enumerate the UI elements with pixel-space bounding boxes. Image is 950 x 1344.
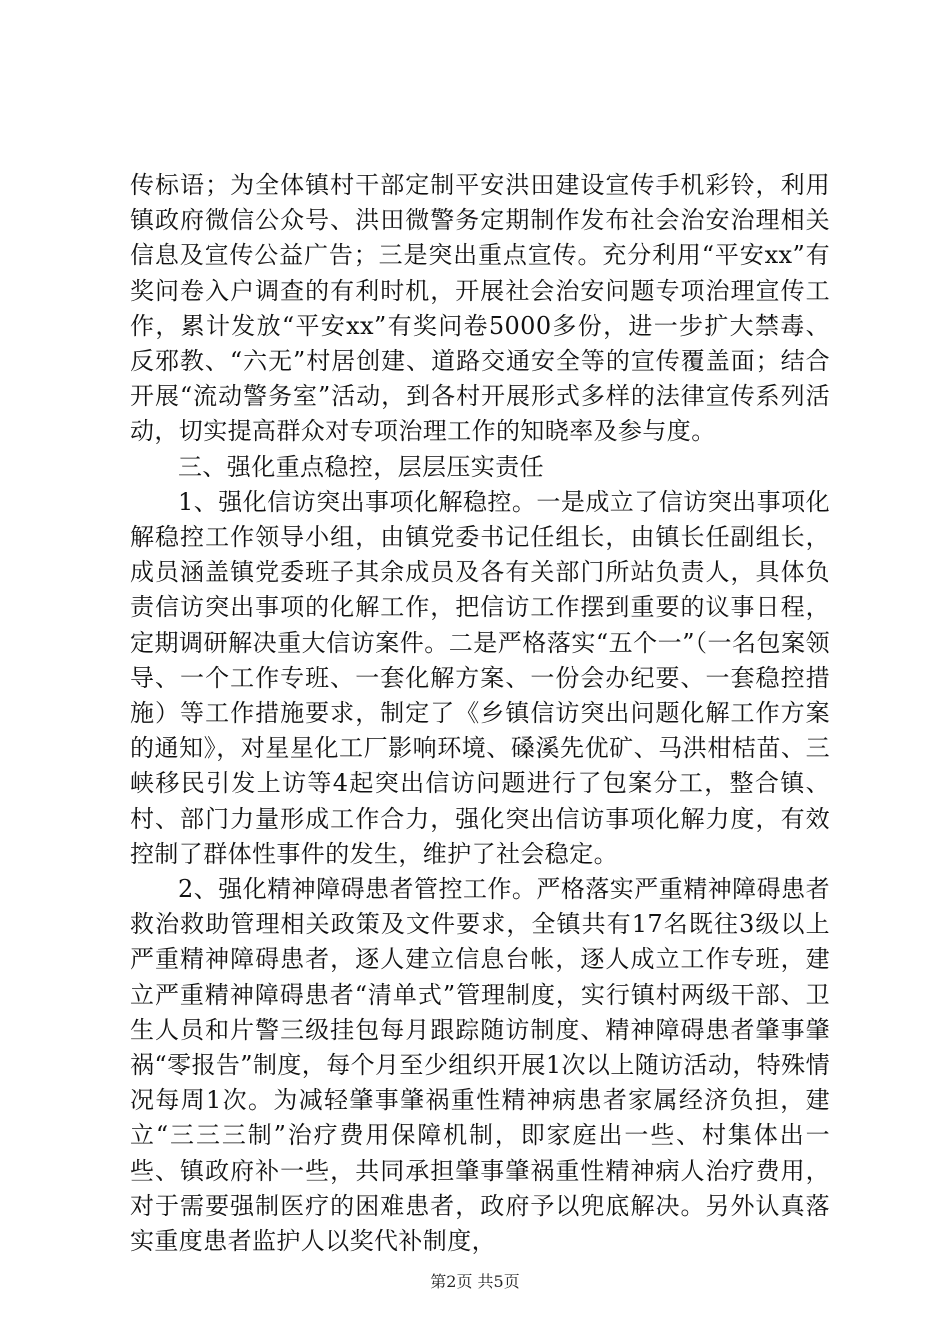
paragraph-petition-control: 1、强化信访突出事项化解稳控。一是成立了信访突出事项化解稳控工作领导小组，由镇党委书记任组长，由镇长任副组长，成员涵盖镇党委班子其余成员及各有关部门所站负责人，具体负责信访突出事项的化解工作，把信访工作摆到重要的议事日程，定期调研解决重大信访案件。二是严格落实“五个一”（一名包案领导、一个工作专班、一套化解方案、一份会办纪要、一套稳控措施）等工作措施要求，制定了《乡镇信访突出问题化解工作方案的通知》，对星星化工厂影响环境、磉溪先优矿、马洪柑桔苗、三峡移民引发上访等4起突出信访问题进行了包案分工，整合镇、村、部门力量形成工作合力，强化突出信访事项化解力度，有效控制了群体性事件的发生，维护了社会稳定。 bbox=[130, 487, 830, 868]
section-heading-3: 三、强化重点稳控，层层压实责任 bbox=[178, 452, 544, 481]
document-body bbox=[130, 168, 830, 1259]
paragraph-mental-health-control: 2、强化精神障碍患者管控工作。严格落实严重精神障碍患者救治救助管理相关政策及文件要求，全镇共有17名既往3级以上严重精神障碍患者，逐人建立信息台帐，逐人成立工作专班，建立严重精神障碍患者“清单式”管理制度，实行镇村两级干部、卫生人员和片警三级挂包每月跟踪随访制度、精神障碍患者肇事肇祸“零报告”制度，每个月至少组织开展1次以上随访活动，特殊情况每周1次。为减轻肇事肇祸重性精神病患者家属经济负担，建立“三三三制”治疗费用保障机制，即家庭出一些、村集体出一些、镇政府补一些，共同承担肇事肇祸重性精神病人治疗费用，对于需要强制医疗的困难患者，政府予以兜底解决。另外认真落实重度患者监护人以奖代补制度， bbox=[130, 875, 830, 1256]
page-number-footer: 第2页 共5页 bbox=[430, 1272, 520, 1291]
paragraph-publicity: 传标语；为全体镇村干部定制平安洪田建设宣传手机彩铃，利用镇政府微信公众号、洪田微警务定期制作发布社会治安治理相关信息及宣传公益广告；三是突出重点宣传。充分利用“平安xx”有奖问卷入户调查的有利时机，开展社会治安问题专项治理宣传工作，累计发放“平安xx”有奖问卷5000多份，进一步扩大禁毒、反邪教、“六无”村居创建、道路交通安全等的宣传覆盖面；结合开展“流动警务室”活动，到各村开展形式多样的法律宣传系列活动，切实提高群众对专项治理工作的知晓率及参与度。 bbox=[130, 171, 830, 446]
